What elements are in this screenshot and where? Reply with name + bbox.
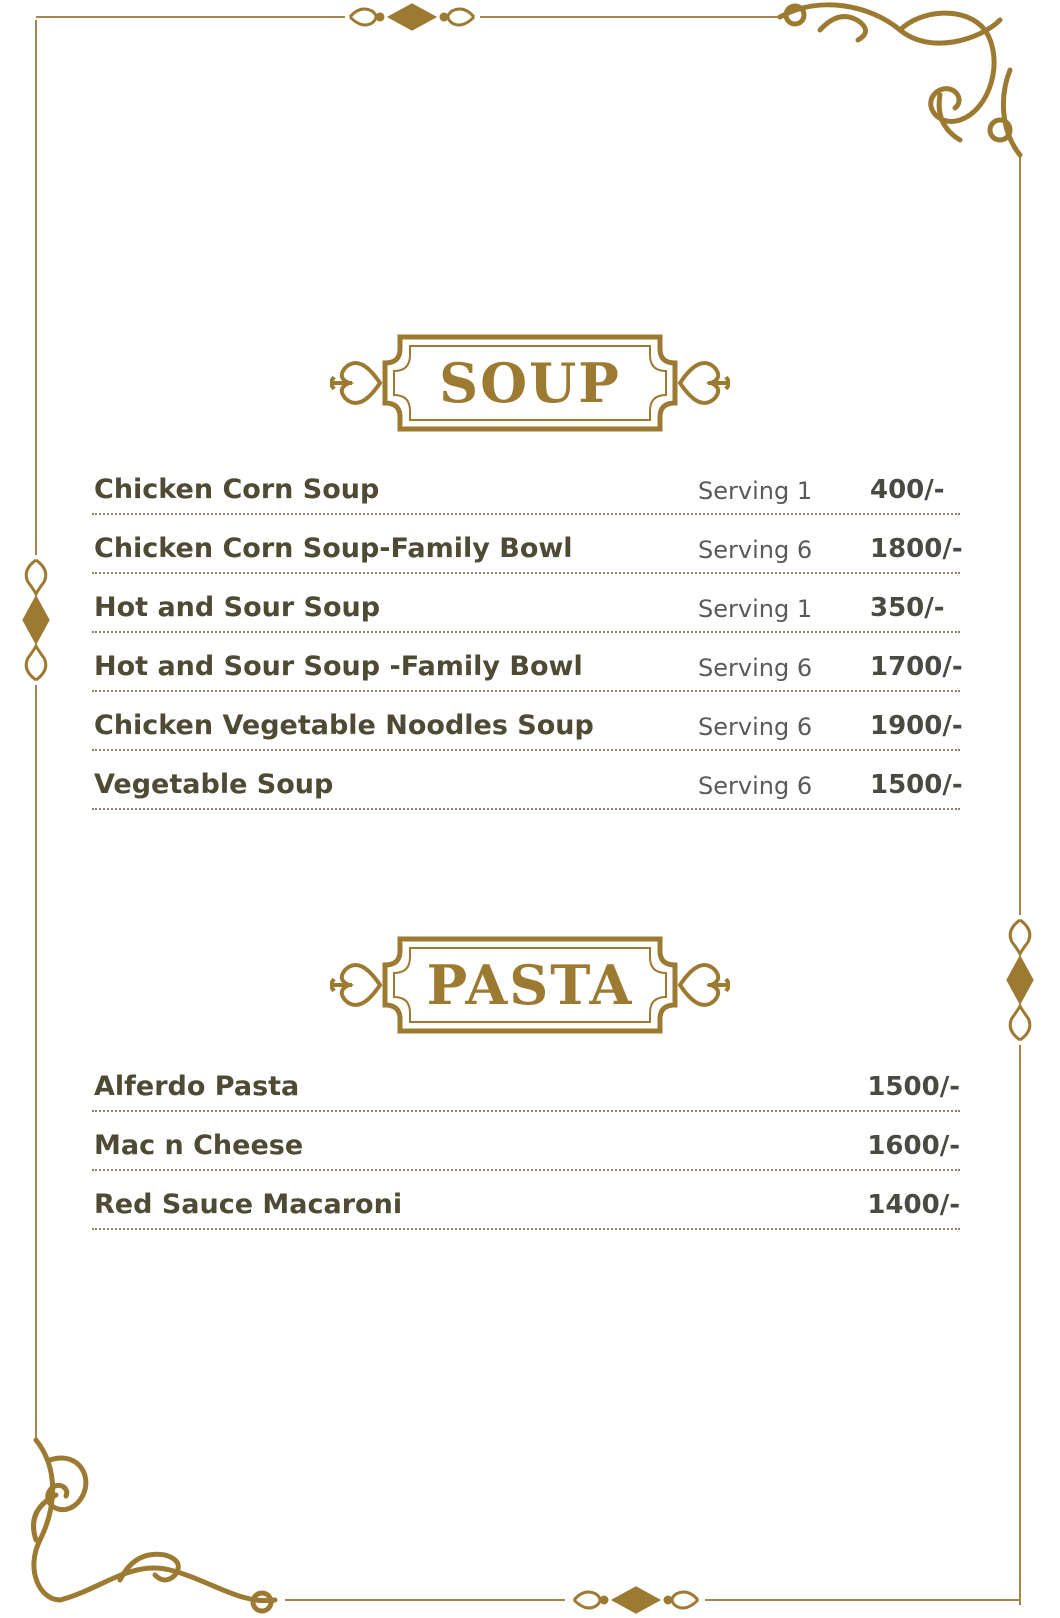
item-serving: Serving 1 xyxy=(698,595,813,623)
soup-section-header xyxy=(330,333,730,433)
soup-title: SOUP xyxy=(439,351,621,415)
list-item xyxy=(92,751,963,810)
pasta-list xyxy=(92,1053,960,1230)
item-name: Chicken Vegetable Noodles Soup xyxy=(94,710,594,741)
left-divider-icon xyxy=(24,560,48,680)
list-item xyxy=(92,633,963,692)
item-price: 400/- xyxy=(870,475,945,505)
item-name: Mac n Cheese xyxy=(94,1130,304,1161)
item-name: Chicken Corn Soup-Family Bowl xyxy=(94,533,573,564)
bottom-divider-icon xyxy=(574,1588,698,1612)
item-price: 350/- xyxy=(870,593,945,623)
item-name: Hot and Sour Soup xyxy=(94,592,381,623)
item-price: 1900/- xyxy=(870,711,963,741)
soup-list xyxy=(92,456,963,810)
corner-top-right-icon xyxy=(780,5,1020,155)
item-name: Alferdo Pasta xyxy=(94,1071,300,1102)
item-serving: Serving 6 xyxy=(698,772,813,800)
item-serving: Serving 6 xyxy=(698,654,813,682)
pasta-title: PASTA xyxy=(426,953,634,1017)
list-item xyxy=(92,692,963,751)
item-price: 1500/- xyxy=(867,1072,960,1102)
item-serving: Serving 6 xyxy=(698,536,813,564)
item-serving: Serving 1 xyxy=(698,477,813,505)
item-price: 1500/- xyxy=(870,770,963,800)
pasta-section-header xyxy=(330,935,730,1035)
item-price: 1600/- xyxy=(867,1131,960,1161)
item-name: Vegetable Soup xyxy=(94,769,334,800)
list-item xyxy=(92,574,960,633)
right-divider-icon xyxy=(1008,920,1032,1040)
item-price: 1400/- xyxy=(867,1190,960,1220)
item-name: Chicken Corn Soup xyxy=(94,474,380,505)
list-item xyxy=(92,1112,960,1171)
item-name: Red Sauce Macaroni xyxy=(94,1189,403,1220)
top-divider-icon xyxy=(350,5,474,29)
item-price: 1800/- xyxy=(870,534,963,564)
item-name: Hot and Sour Soup -Family Bowl xyxy=(94,651,583,682)
list-item xyxy=(92,515,963,574)
corner-bottom-left-icon xyxy=(34,1440,276,1611)
list-item xyxy=(92,1171,960,1230)
item-price: 1700/- xyxy=(870,652,963,682)
item-serving: Serving 6 xyxy=(698,713,813,741)
list-item xyxy=(92,456,960,515)
list-item xyxy=(92,1053,960,1112)
